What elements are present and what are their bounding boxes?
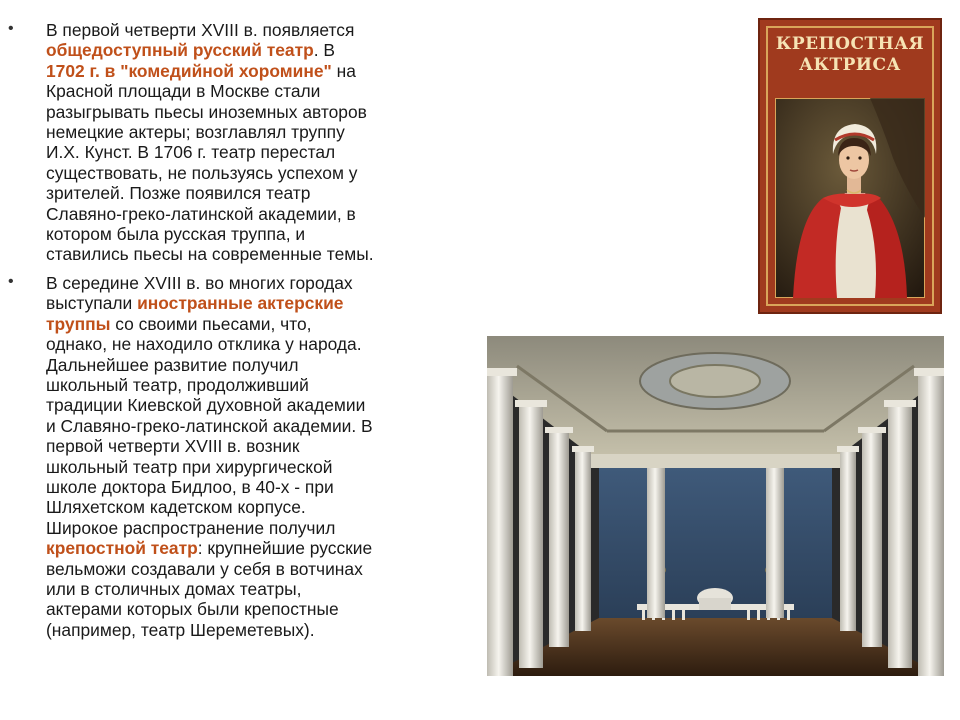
text-line	[46, 477, 453, 497]
text-segment: Широкое распространение получил	[46, 517, 336, 538]
text-line	[46, 61, 453, 81]
text-segment: : крупнейшие русские	[197, 538, 373, 559]
text-segment: зрителей. Позже появился театр	[46, 183, 311, 204]
text-segment: ставились пьесы на современные темы.	[46, 244, 374, 265]
text-segment: традиции Киевской духовной академии	[46, 395, 366, 416]
text-line	[46, 579, 453, 599]
text-line	[46, 273, 453, 293]
text-line	[46, 183, 453, 203]
text-segment: или в столичных домах театры,	[46, 578, 302, 599]
text-line	[46, 40, 453, 60]
text-line	[46, 375, 453, 395]
text-segment: В первой четверти XVIII в. появляется	[46, 20, 355, 40]
text-segment: и Славяно-греко-латинской академии. В	[46, 415, 373, 436]
text-segment: немецкие актеры; возглавлял труппу	[46, 122, 345, 143]
text-line	[46, 224, 453, 244]
bullet-dot-icon: •	[8, 20, 14, 37]
text-segment: котором была русская труппа, и	[46, 224, 306, 245]
text-line	[46, 620, 453, 640]
text-segment: В середине XVIII в. во многих городах	[46, 272, 353, 293]
text-segment: первой четверти XVIII в. возник	[46, 436, 300, 457]
text-line	[46, 204, 453, 224]
text-line	[46, 457, 453, 477]
text-segment: И.Х. Кунст. В 1706 г. театр перестал	[46, 142, 336, 163]
text-line	[46, 518, 453, 538]
text-segment: Шляхетском кадетском корпусе.	[46, 497, 306, 518]
text-line	[46, 20, 453, 40]
text-line	[46, 559, 453, 579]
text-segment: вельможи создавали у себя в вотчинах	[46, 558, 363, 579]
book-title-line1: КРЕПОСТНАЯ	[775, 34, 925, 54]
text-segment: школьный театр при хирургической	[46, 456, 333, 477]
text-column	[8, 20, 453, 640]
text-segment: Красной площади в Москве стали	[46, 81, 321, 102]
highlighted-text: 1702 г. в "комедийной хоромине"	[46, 60, 332, 81]
text-segment: существовать, не пользуясь успехом у	[46, 162, 358, 183]
book-title-line2: АКТРИСА	[799, 55, 901, 75]
text-line	[46, 102, 453, 122]
text-segment: Славяно-греко-латинской академии, в	[46, 203, 356, 224]
text-line	[46, 122, 453, 142]
text-segment: выступали	[46, 293, 138, 314]
text-line	[46, 416, 453, 436]
highlighted-text: иностранные актерские	[137, 293, 344, 314]
text-segment: разыгрывать пьесы иноземных авторов	[46, 101, 367, 122]
text-line	[46, 355, 453, 375]
text-segment: на	[331, 60, 356, 81]
text-line	[46, 334, 453, 354]
text-segment: Дальнейшее развитие получил	[46, 354, 299, 375]
colonnade-hall-icon	[487, 336, 944, 676]
text-segment: школьный театр, продолживший	[46, 374, 309, 395]
text-segment: со своими пьесами, что,	[110, 313, 312, 334]
text-segment: . В	[313, 40, 335, 61]
text-segment: (например, театр Шереметевых).	[46, 619, 315, 640]
text-line	[46, 163, 453, 183]
bullet-text	[46, 20, 453, 265]
text-line	[46, 314, 453, 334]
text-line	[46, 244, 453, 264]
text-segment: однако, не находило отклика у народа.	[46, 334, 362, 355]
text-line	[46, 599, 453, 619]
text-line	[46, 538, 453, 558]
text-line	[46, 436, 453, 456]
highlighted-text: общедоступный русский театр	[46, 40, 314, 61]
woman-portrait-icon	[775, 98, 925, 298]
highlighted-text: труппы	[46, 313, 111, 334]
bullet-item	[8, 273, 453, 640]
bullet-text	[46, 273, 453, 640]
bullet-dot-icon: •	[8, 272, 14, 290]
text-line	[46, 293, 453, 313]
text-line	[46, 497, 453, 517]
bullet-item	[8, 20, 453, 265]
book-title	[760, 34, 940, 76]
text-segment: актерами которых были крепостные	[46, 599, 339, 620]
text-segment: школе доктора Бидлоо, в 40-х - при	[46, 476, 334, 497]
highlighted-text: крепостной театр	[46, 538, 198, 559]
book-cover-image	[758, 18, 942, 314]
text-line	[46, 81, 453, 101]
text-line	[46, 395, 453, 415]
text-line	[46, 142, 453, 162]
